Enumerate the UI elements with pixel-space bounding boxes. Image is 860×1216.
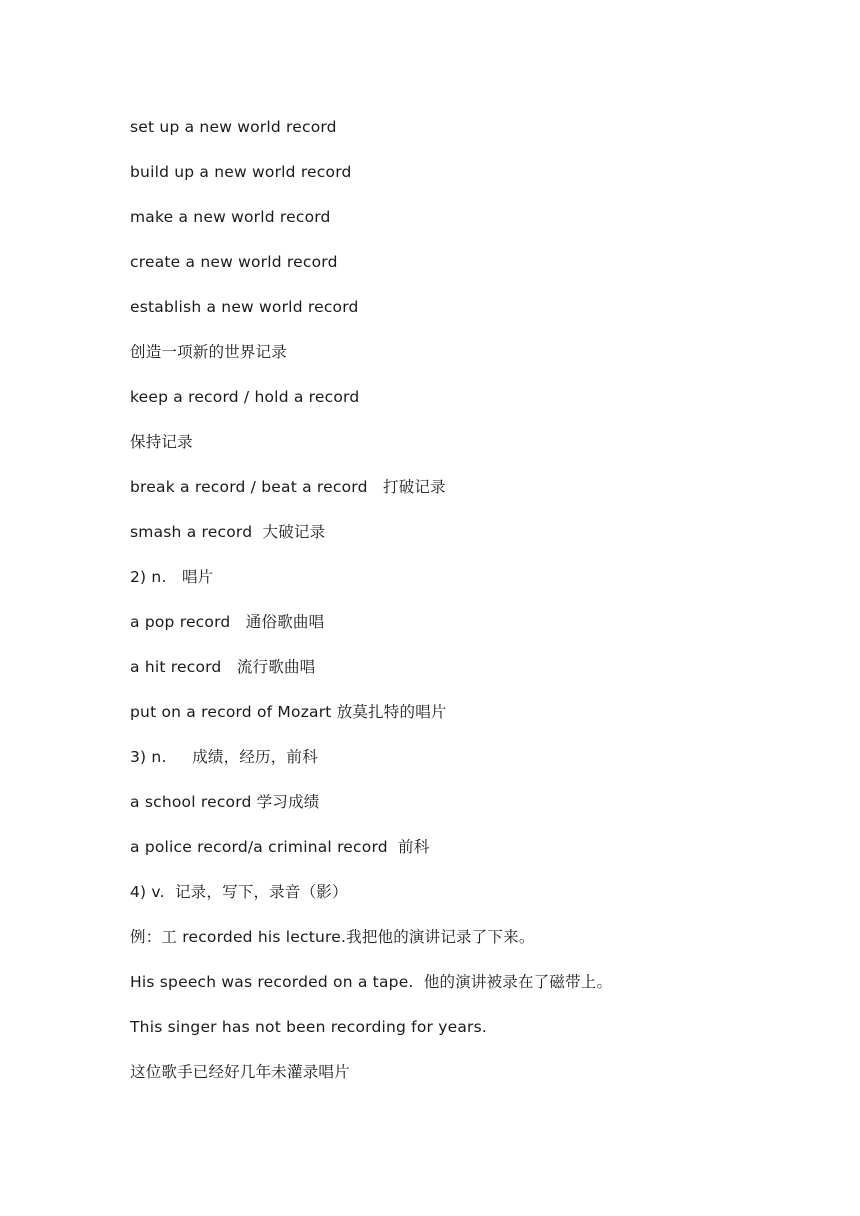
text-line-13: a hit record 流行歌曲唱	[130, 658, 316, 676]
text-line-18: 4) v. 记录，写下，录音（影）	[130, 883, 348, 901]
text-line-17: a police record/a criminal record 前科	[130, 838, 430, 856]
text-line-20: His speech was recorded on a tape. 他的演讲被录在了磁带上。	[130, 973, 613, 991]
text-line-2: build up a new world record	[130, 163, 352, 181]
text-line-9: break a record / beat a record 打破记录	[130, 478, 446, 496]
text-line-6: 创造一项新的世界记录	[130, 343, 288, 361]
text-line-22: 这位歌手已经好几年未灌录唱片	[130, 1063, 350, 1081]
text-line-11: 2) n. 唱片	[130, 568, 214, 586]
text-line-15: 3) n. 成绩，经历，前科	[130, 748, 318, 766]
text-line-19: 例：工 recorded his lecture.我把他的演讲记录了下来。	[130, 928, 535, 946]
text-line-1: set up a new world record	[130, 118, 337, 136]
text-line-16: a school record 学习成绩	[130, 793, 320, 811]
text-line-7: keep a record / hold a record	[130, 388, 360, 406]
text-line-12: a pop record 通俗歌曲唱	[130, 613, 325, 631]
text-line-4: create a new world record	[130, 253, 338, 271]
text-line-10: smash a record 大破记录	[130, 523, 326, 541]
text-line-21: This singer has not been recording for years.	[130, 1018, 488, 1036]
text-line-3: make a new world record	[130, 208, 331, 226]
text-line-8: 保持记录	[130, 433, 193, 451]
document-body	[130, 114, 810, 1104]
text-line-5: establish a new world record	[130, 298, 359, 316]
text-line-14: put on a record of Mozart 放莫扎特的唱片	[130, 703, 447, 721]
